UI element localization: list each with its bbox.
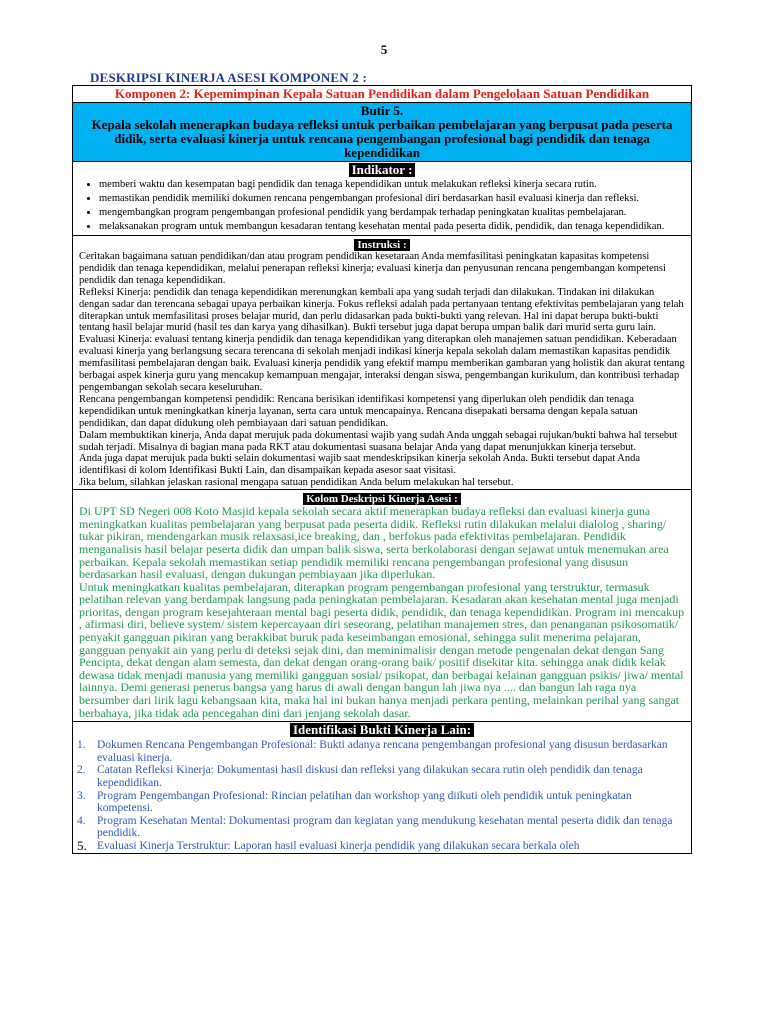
deskripsi-asesi-label: Kolom Deskripsi Kinerja Asesi : — [303, 493, 461, 505]
section-heading: DESKRIPSI KINERJA ASESI KOMPONEN 2 : — [90, 70, 368, 85]
item-number: 1. — [77, 739, 86, 752]
deskripsi-asesi-text[interactable] — [73, 505, 691, 721]
item-text: Dokumen Rencana Pengembangan Profesional: Bukti adanya rencana pengembangan profesional yang disusun berdasarkan evaluasi kinerja. — [97, 739, 668, 764]
bukti-lain-list[interactable] — [73, 739, 691, 852]
asesi-paragraph: Untuk meningkatkan kualitas pembelajaran, diterapkan program pengembangan profesional yang terstruktur, termasuk pelatihan relevan yang berdampak langsung pada peningkatan pembelajaran. Kesadaran akan kesehatan mental juga menjadi prioritas, dengan program kesejahteraan mental bagi peserta didik, pendidik, dan tenaga kependidikan. Program ini mencakup , afirmasi diri, believe system/ sistem kepercayaan diri seseorang, pelatihan manajemen stres, dan penanganan psikosomatik/ penyakit gangguan pikiran yang berakkibat buruk pada keseimbangan emosional, sehingga sulit menerima pelajaran, gangguan penyakit ain yang perlu di deteksi sejak dini, dan meminimalisir dengan metode pengenalan dekat dengan Sang Pencipta, dekat dengan alam semesta, dan dekat dengan orang-orang baik/ positif disekitar kita. sehingga anak didik kelak dewasa tidak menjadi manusia yang memiliki gangguan sosial/ psikopat, dan berbagai kelainan gangguan psikis/ jiwa/ mental lainnya. Demi generasi penerus bangsa yang harus di awali dengan bangun lah jiwa nya .... dan bangun lah raga nya bersumber dari lirik lagu kebangsaan kita, maka hal ini bukan hanya menjadi perkara penting, melainkan perihal yang sangat berbahaya, jika tidak ada pencegahan dini dari jenjang sekolah dasar. — [79, 579, 685, 720]
item-number: 5. — [77, 837, 87, 853]
item-number: 2. — [77, 764, 86, 777]
list-item — [77, 789, 683, 815]
indikator-label: Indikator : — [349, 163, 416, 177]
bukti-lain-label: Identifikasi Bukti Kinerja Lain: — [290, 723, 474, 737]
butir-block — [73, 103, 691, 162]
butir-label: Butir 5. — [360, 103, 404, 118]
instruksi-text — [73, 251, 691, 489]
indikator-block — [73, 162, 691, 236]
instruksi-paragraph: Refleksi Kinerja: pendidik dan tenaga kependidikan merenungkan kembali apa yang sudah terjadi dan dilakukan. Tindakan ini dilakukan dengan sadar dan terencana sebagai upaya perbaikan kinerja. Fokus refleksi adalah pada pertanyaan tentang efektivitas pembelajaran yang telah diterapkan untuk memfasilitasi proses belajar murid, dan perlu didasarkan pada bukti-bukti yang relevan. Hal ini dapat berupa bukti-bukti tentang hasil belajar murid (hasil tes dan karya yang dihasilkan). Bukti tersebut juga dapat berupa umpan balik dari murid serta guru lain. — [79, 286, 684, 334]
list-item: • memberi waktu dan kesempatan bagi pendidik dan tenaga kependidikan untuk melakukan refleksi kinerja secara rutin. — [99, 179, 683, 191]
instruksi-paragraph: Ceritakan bagaimana satuan pendidikan/dan atau program pendidikan kesetaraan Anda memfasilitasi peningkatan kapasitas kompetensi pendidik dan tenaga kependidikan, melalui penerapan refleksi kinerja; evaluasi kinerja dan penyusunan rencana pengembangan kompetensi pendidik dan tenaga kependidikan. — [79, 251, 666, 286]
list-item — [77, 739, 683, 764]
item-text: Catatan Refleksi Kinerja: Dokumentasi hasil diskusi dan refleksi yang dilakukan secara rutin oleh pendidik dan tenaga kependidikan. — [97, 764, 643, 789]
item-text: Evaluasi Kinerja Terstruktur: Laporan hasil evaluasi kinerja pendidik yang dilakukan secara berkala oleh — [97, 839, 580, 852]
instruksi-block — [73, 236, 691, 490]
komponen-table — [72, 85, 692, 854]
instruksi-paragraph: Evaluasi Kinerja: evaluasi tentang kinerja pendidik dan tenaga kependidikan yang diterapkan oleh manajemen satuan pendidikan. Keberadaan evaluasi kinerja yang berlangsung secara terencana di sekolah menjadi indikasi kinerja kepala sekolah dalam memastikan kapasitas pendidik memfasilitasi pembelajaran dengan baik. Evaluasi kinerja pendidik yang efektif mampu memberikan gambaran yang holistik dan akurat tentang berbagai aspek kinerja guru yang mencakup kemampuan mengajar, interaksi dengan siswa, pengembangan kurikulum, dan kontribusi terhadap pengembangan sekolah secara keseluruhan. — [79, 334, 685, 393]
deskripsi-asesi-block — [73, 490, 691, 722]
list-item: • melaksanakan program untuk membangun kesadaran tentang kesehatan mental pada peserta didik, pendidik, dan tenaga kependidikan. — [99, 221, 683, 233]
list-item: • mengembangkan program pengembangan profesional pendidik yang berdampak terhadap peningkatan kualitas pembelajaran. — [99, 207, 683, 219]
bukti-lain-block — [73, 722, 691, 852]
item-number: 4. — [77, 814, 86, 827]
instruksi-paragraph: Dalam membuktikan kinerja, Anda dapat merujuk pada dokumentasi wajib yang sudah Anda unggah sebagai rujukan/bukti bahwa hal tersebut sudah terjadi. Misalnya di bagian mana pada RKT atau dokumentasi suasana belajar Anda yang dapat menunjukkan kinerja tersebut. — [79, 429, 678, 453]
item-number: 3. — [77, 789, 86, 802]
list-item — [77, 837, 683, 853]
instruksi-paragraph: Rencana pengembangan kompetensi pendidik: Rencana berisikan identifikasi kompetensi yang diperlukan oleh pendidik dan tenaga kependidikan untuk meningkatkan kinerja layanan, serta cara untuk mencapainya. Rencana disepakati bersama dengan kepala satuan pendidikan, dan dapat didukung oleh pembiayaan dari satuan pendidikan. — [79, 393, 638, 429]
page-number: 5 — [380, 42, 388, 57]
instruksi-paragraph: Jika belum, silahkan jelaskan rasional mengapa satuan pendidikan Anda belum melakukan hal tersebut. — [79, 477, 514, 489]
instruksi-label: Instruksi : — [354, 239, 409, 251]
list-item: • memastikan pendidik memiliki dokumen rencana pengembangan profesional diri berdasarkan hasil evaluasi kinerja dan refleksi. — [99, 193, 683, 205]
indikator-list — [73, 179, 691, 233]
item-text: Program Pengembangan Profesional: Rincian pelatihan dan workshop yang diikuti oleh pendidik untuk peningkatan kompetensi. — [97, 789, 632, 815]
butir-text: Kepala sekolah menerapkan budaya refleksi untuk perbaikan pembelajaran yang berpusat pada peserta didik, serta evaluasi kinerja untuk rencana pengembangan profesional bagi pendidik dan tenaga kependidikan — [91, 117, 673, 160]
asesi-paragraph: Di UPT SD Negeri 008 Koto Masjid kepala sekolah secara aktif menerapkan budaya refleksi dan evaluasi kinerja guna meningkatkan kualitas pembelajaran yang berpusat pada peserta didik. Refleksi rutin dilakukan melalui dialolog , sharing/ tukar pikiran, mendengarkan musik relaxsasi,ice breaking, dan , berfokus pada efektivitas pembelajaran. Pendidik menganalisis hasil belajar peserta didik dan umpan balik siswa, serta berkolaborasi dengan sejawat untuk menemukan area perbaikan. Kepala sekolah memastikan setiap pendidik memiliki rencana pengembangan profesional yang disusun berdasarkan hasil evaluasi, dengan dukungan pembiayaan jika diperlukan. — [79, 504, 669, 582]
list-item — [77, 814, 683, 840]
list-item — [77, 764, 683, 789]
instruksi-paragraph: Anda juga dapat merujuk pada bukti selain dokumentasi wajib saat mendeskripsikan kinerja sekolah Anda. Bukti tersebut dapat Anda identifikasi di kolom Identifikasi Bukti Lain, dan disampaikan kepada asesor saat visitasi. — [79, 453, 641, 477]
komponen-title: Komponen 2: Kepemimpinan Kepala Satuan Pendidikan dalam Pengelolaan Satuan Pendidikan — [73, 86, 691, 103]
item-text: Program Kesehatan Mental: Dokumentasi program dan kegiatan yang mendukung kesehatan mental peserta didik dan tenaga pendidik. — [97, 814, 673, 840]
